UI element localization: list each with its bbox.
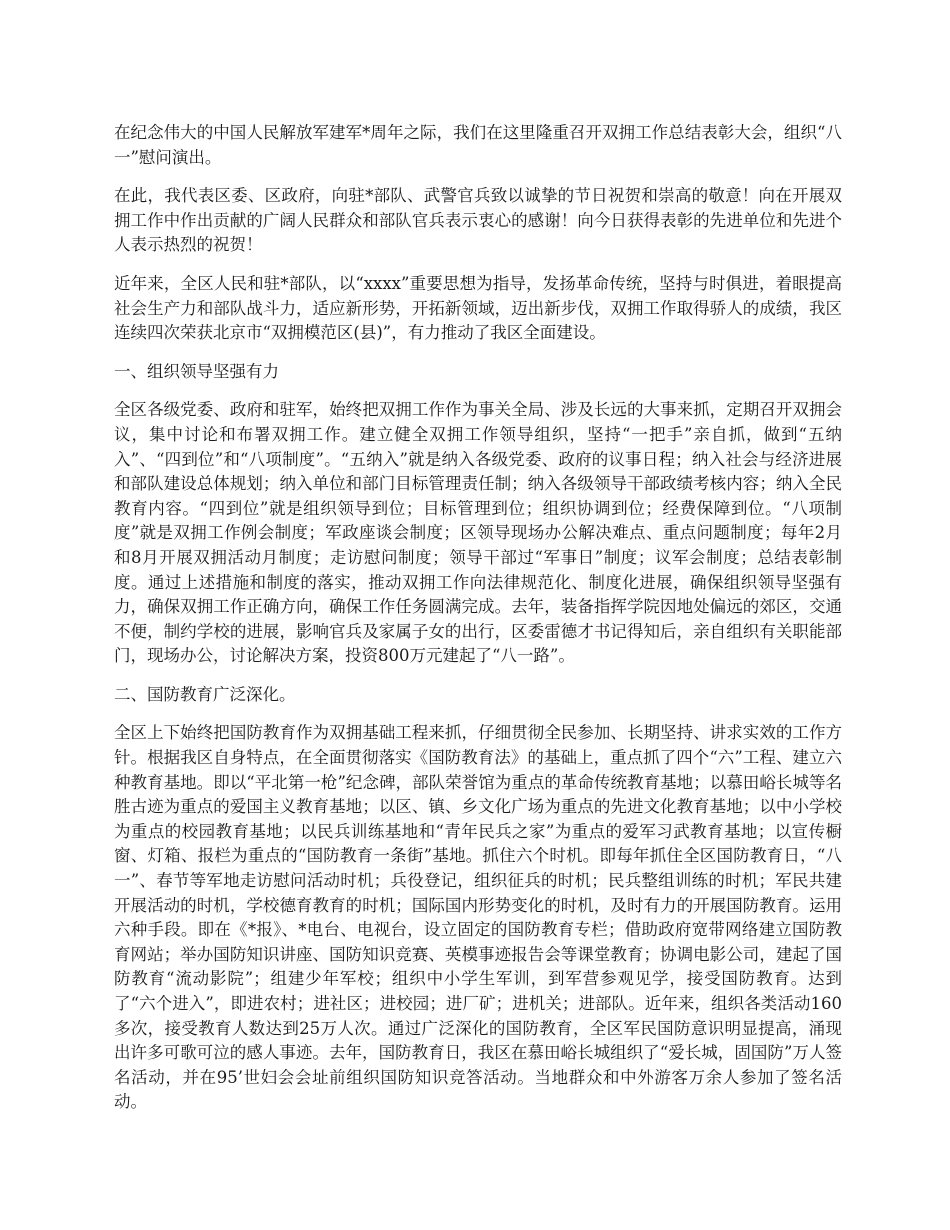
paragraph-section-1: 全区各级党委、政府和驻军，始终把双拥工作作为事关全局、涉及长远的大事来抓，定期召开双拥会议，集中讨论和布署双拥工作。建立健全双拥工作领导组织，坚持“一把手”亲自抓，做到“五纳入”、“四到位”和“八项制度”。“五纳入”就是纳入各级党委、政府的议事日程；纳入社会与经济进展和部队建设总体规划；纳入单位和部门目标管理责任制；纳入各级领导干部政绩考核内容；纳入全民教育内容。“四到位”就是组织领导到位；目标管理到位；组织协调到位；经费保障到位。“八项制度”就是双拥工作例会制度；军政座谈会制度；区领导现场办公解决难点、重点问题制度；每年2月和8月开展双拥活动月制度；走访慰问制度；领导干部过“军事日”制度；议军会制度；总结表彰制度。通过上述措施和制度的落实，推动双拥工作向法律规范化、制度化进展，确保组织领导坚强有力，确保双拥工作正确方向，确保工作任务圆满完成。去年，装备指挥学院因地处偏远的郊区，交通不便，制约学校的进展，影响官兵及家属子女的出行，区委雷德才书记得知后，亲自组织有关职能部门，现场办公，讨论解决方案，投资800万元建起了“八一路”。: [114, 400, 842, 666]
paragraph-section-2: 全区上下始终把国防教育作为双拥基础工程来抓，仔细贯彻全民参加、长期坚持、讲求实效的工作方针。根据我区自身特点，在全面贯彻落实《国防教育法》的基础上，重点抓了四个“六”工程、建立六种教育基地。即以“平北第一枪”纪念碑，部队荣誉馆为重点的革命传统教育基地；以慕田峪长城等名胜古迹为重点的爱国主义教育基地；以区、镇、乡文化广场为重点的先进文化教育基地；以中小学校为重点的校园教育基地；以民兵训练基地和“青年民兵之家”为重点的爱军习武教育基地；以宣传橱窗、灯箱、报栏为重点的“国防教育一条街”基地。抓住六个时机。即每年抓住全区国防教育日，“八一”、春节等军地走访慰问活动时机；兵役登记，组织征兵的时机；民兵整组训练的时机；军民共建开展活动的时机，学校德育教育的时机；国际国内形势变化的时机，及时有力的开展国防教育。运用六种手段。即在《*报》、*电台、电视台，设立固定的国防教育专栏；借助政府宽带网络建立国防教育网站；举办国防知识讲座、国防知识竞赛、英模事迹报告会等课堂教育；协调电影公司，建起了国防教育“流动影院”；组建少年军校；组织中小学生军训，到军营参观见学，接受国防教育。达到了“六个进入”，即进农村；进社区；进校园；进厂矿；进机关；进部队。近年来，组织各类活动160多次，接受教育人数达到25万人次。通过广泛深化的国防教育，全区军民国防意识明显提高，涌现出许多可歌可泣的感人事迹。去年，国防教育日，我区在慕田峪长城组织了“爱长城，固国防”万人签名活动，并在95’世妇会会址前组织国防知识竞答活动。当地群众和中外游客万余人参加了签名活动。: [114, 723, 842, 1112]
paragraph-intro: 在纪念伟大的中国人民解放军建军*周年之际，我们在这里隆重召开双拥工作总结表彰大会，组织“八一”慰问演出。: [114, 123, 842, 167]
section-heading-1: 一、组织领导坚强有力: [114, 361, 279, 381]
paragraph-achievements: 近年来，全区人民和驻*部队，以“xxxx”重要思想为指导，发扬革命传统，坚持与时俱进，着眼提高社会生产力和部队战斗力，适应新形势，开拓新领域，迈出新步伐，双拥工作取得骄人的成绩，我区连续四次荣获北京市“双拥模范区(县)”，有力推动了我区全面建设。: [114, 273, 842, 343]
section-heading-2: 二、国防教育广泛深化。: [114, 684, 296, 704]
paragraph-greetings: 在此，我代表区委、区政府，向驻*部队、武警官兵致以诚挚的节日祝贺和崇高的敬意！向在开展双拥工作中作出贡献的广阔人民群众和部队官兵表示衷心的感谢！向今日获得表彰的先进单位和先进个人表示热烈的祝贺！: [114, 186, 842, 255]
document-body: [114, 121, 842, 1129]
